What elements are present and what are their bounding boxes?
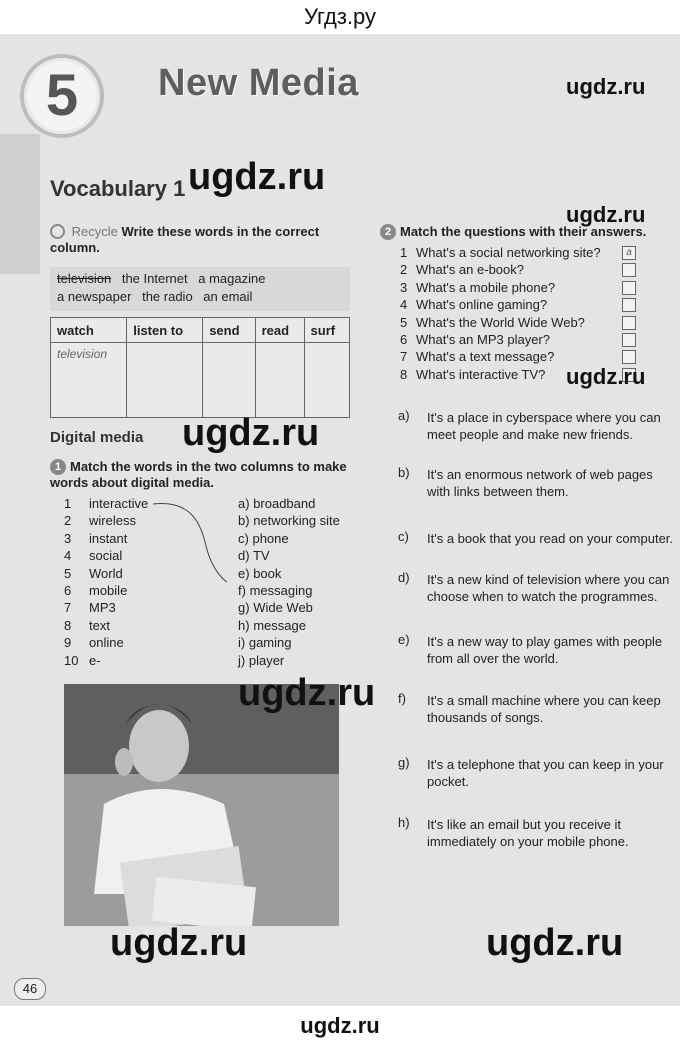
item-number: 4: [64, 548, 72, 564]
column-cell: [127, 343, 203, 418]
answer-letter: f): [398, 691, 406, 706]
recycle-text: Write these words in the correct column.: [50, 224, 320, 255]
left-word: wireless: [89, 513, 136, 529]
left-word: World: [89, 565, 123, 581]
question-text: What's interactive TV?: [416, 366, 546, 382]
answer-text: It's a small machine where you can keep thousands of songs.: [427, 693, 661, 725]
item-number: 7: [64, 600, 72, 616]
answer-text: It's a book that you read on your computer.: [427, 531, 674, 546]
right-word: e) book: [238, 565, 282, 581]
vocabulary-table: [50, 317, 350, 418]
digital-media-title: Digital media: [50, 429, 144, 446]
unit-number-badge: 5: [20, 54, 104, 138]
question-text: What's a text message?: [416, 349, 555, 365]
vocabulary-title: Vocabulary 1: [50, 176, 186, 201]
column-header: surf: [304, 318, 349, 343]
column-header: listen to: [127, 318, 203, 343]
word-item: an email: [203, 289, 253, 304]
question-number: 2: [400, 262, 408, 278]
column-header: send: [203, 318, 255, 343]
site-header: Угдз.ру: [303, 4, 377, 29]
question-number: 7: [400, 349, 408, 365]
site-footer: ugdz.ru: [300, 1013, 380, 1038]
exercise1-number: 1: [50, 459, 66, 475]
question-number: 4: [400, 297, 408, 313]
match-row: [64, 652, 364, 669]
example-match-line: [150, 502, 240, 582]
question-number: 6: [400, 331, 408, 347]
exercise2-questions: [400, 244, 645, 383]
question-text: What's online gaming?: [416, 297, 548, 313]
right-word: h) message: [238, 617, 306, 633]
column-cell: television: [51, 343, 127, 418]
exercise1-instruction: [50, 459, 350, 490]
item-number: 3: [64, 530, 72, 546]
item-number: 8: [64, 617, 72, 633]
word-item: a magazine: [198, 271, 266, 286]
answer-letter: a): [398, 408, 410, 423]
question-row: [400, 279, 645, 296]
answer-text: It's a new kind of television where you can choose when to watch the programmes.: [427, 572, 670, 604]
word-item: television: [57, 271, 112, 286]
right-word: i) gaming: [238, 635, 292, 651]
left-word: online: [89, 635, 124, 651]
answer-box[interactable]: [622, 350, 636, 364]
column-cell: [203, 343, 255, 418]
watermark: ugdz.ru: [566, 202, 646, 227]
question-number: 8: [400, 366, 408, 382]
word-box: [50, 267, 350, 311]
question-text: What's an MP3 player?: [416, 331, 550, 347]
column-cell: [304, 343, 349, 418]
unit-title: New Media: [158, 62, 359, 104]
left-word: MP3: [89, 600, 116, 616]
exercise2-text: Match the questions with their answers.: [400, 224, 647, 239]
column-header: watch: [51, 318, 127, 343]
answer-text: It's an enormous network of web pages with links between them.: [427, 467, 653, 499]
question-row: [400, 244, 645, 261]
right-word: b) networking site: [238, 513, 340, 529]
answer-text: It's a new way to play games with people from all over the world.: [427, 634, 663, 666]
question-number: 5: [400, 314, 408, 330]
word-item: the radio: [142, 289, 193, 304]
question-text: What's an e-book?: [416, 262, 524, 278]
side-tab: [0, 134, 40, 274]
watermark: ugdz.ru: [566, 74, 646, 99]
question-text: What's a mobile phone?: [416, 279, 556, 295]
right-word: a) broadband: [238, 496, 316, 511]
left-word: instant: [89, 530, 128, 546]
question-row: [400, 261, 645, 278]
right-word: f) messaging: [238, 582, 313, 598]
exercise2-number: 2: [380, 224, 396, 240]
word-item: a newspaper: [57, 289, 132, 304]
answer-box[interactable]: [622, 281, 636, 295]
match-row: [64, 582, 364, 599]
match-row: [64, 599, 364, 616]
left-word: text: [89, 617, 110, 633]
item-number: 6: [64, 582, 72, 598]
recycle-icon: [50, 224, 65, 239]
question-row: [400, 331, 645, 348]
question-text: What's a social networking site?: [416, 245, 601, 260]
left-word: social: [89, 548, 123, 564]
answer-text: It's a telephone that you can keep in your pocket.: [427, 757, 664, 789]
watermark: ugdz.ru: [486, 922, 624, 964]
left-word: mobile: [89, 582, 128, 598]
answer-letter: h): [398, 815, 410, 830]
right-word: g) Wide Web: [238, 600, 313, 616]
match-row: [64, 634, 364, 651]
right-word: j) player: [238, 652, 285, 668]
item-number: 5: [64, 565, 72, 581]
recycle-label: Recycle: [71, 224, 118, 239]
answer-letter: c): [398, 529, 409, 544]
question-row: [400, 314, 645, 331]
exercise1-text: Match the words in the two columns to make words about digital media.: [50, 459, 347, 490]
item-number: 2: [64, 513, 72, 529]
column-cell: [255, 343, 304, 418]
answer-box[interactable]: [622, 316, 636, 330]
answer-box[interactable]: a: [622, 246, 636, 260]
answer-box[interactable]: [622, 263, 636, 277]
answer-letter: e): [398, 632, 410, 647]
page-number: 46: [14, 978, 46, 1000]
answer-letter: g): [398, 755, 410, 770]
answer-text: It's a place in cyberspace where you can meet people and make new friends.: [427, 410, 661, 442]
left-word: e-: [89, 652, 101, 668]
photo-boy-with-phone-and-laptop: [64, 684, 339, 926]
answer-text: It's like an email but you receive it immediately on your mobile phone.: [427, 817, 629, 849]
question-row: [400, 296, 645, 313]
column-header: read: [255, 318, 304, 343]
right-word: d) TV: [238, 548, 270, 564]
item-number: 9: [64, 635, 72, 651]
watermark: ugdz.ru: [238, 672, 376, 714]
question-text: What's the World Wide Web?: [416, 314, 585, 330]
answer-box[interactable]: [622, 333, 636, 347]
recycle-instruction: [50, 224, 350, 256]
question-number: 3: [400, 279, 408, 295]
item-number: 1: [64, 496, 72, 511]
answer-letter: b): [398, 465, 410, 480]
answer-box[interactable]: [622, 298, 636, 312]
answer-letter: d): [398, 570, 410, 585]
watermark: ugdz.ru: [110, 922, 248, 964]
question-number: 1: [400, 245, 408, 260]
item-number: 10: [64, 652, 79, 668]
word-item: the Internet: [121, 271, 188, 286]
watermark: ugdz.ru: [566, 364, 646, 389]
right-word: c) phone: [238, 530, 289, 546]
left-word: interactive: [89, 496, 149, 511]
match-row: [64, 617, 364, 634]
watermark: ugdz.ru: [182, 412, 320, 454]
workbook-page: [0, 34, 680, 1006]
watermark: ugdz.ru: [188, 156, 326, 198]
